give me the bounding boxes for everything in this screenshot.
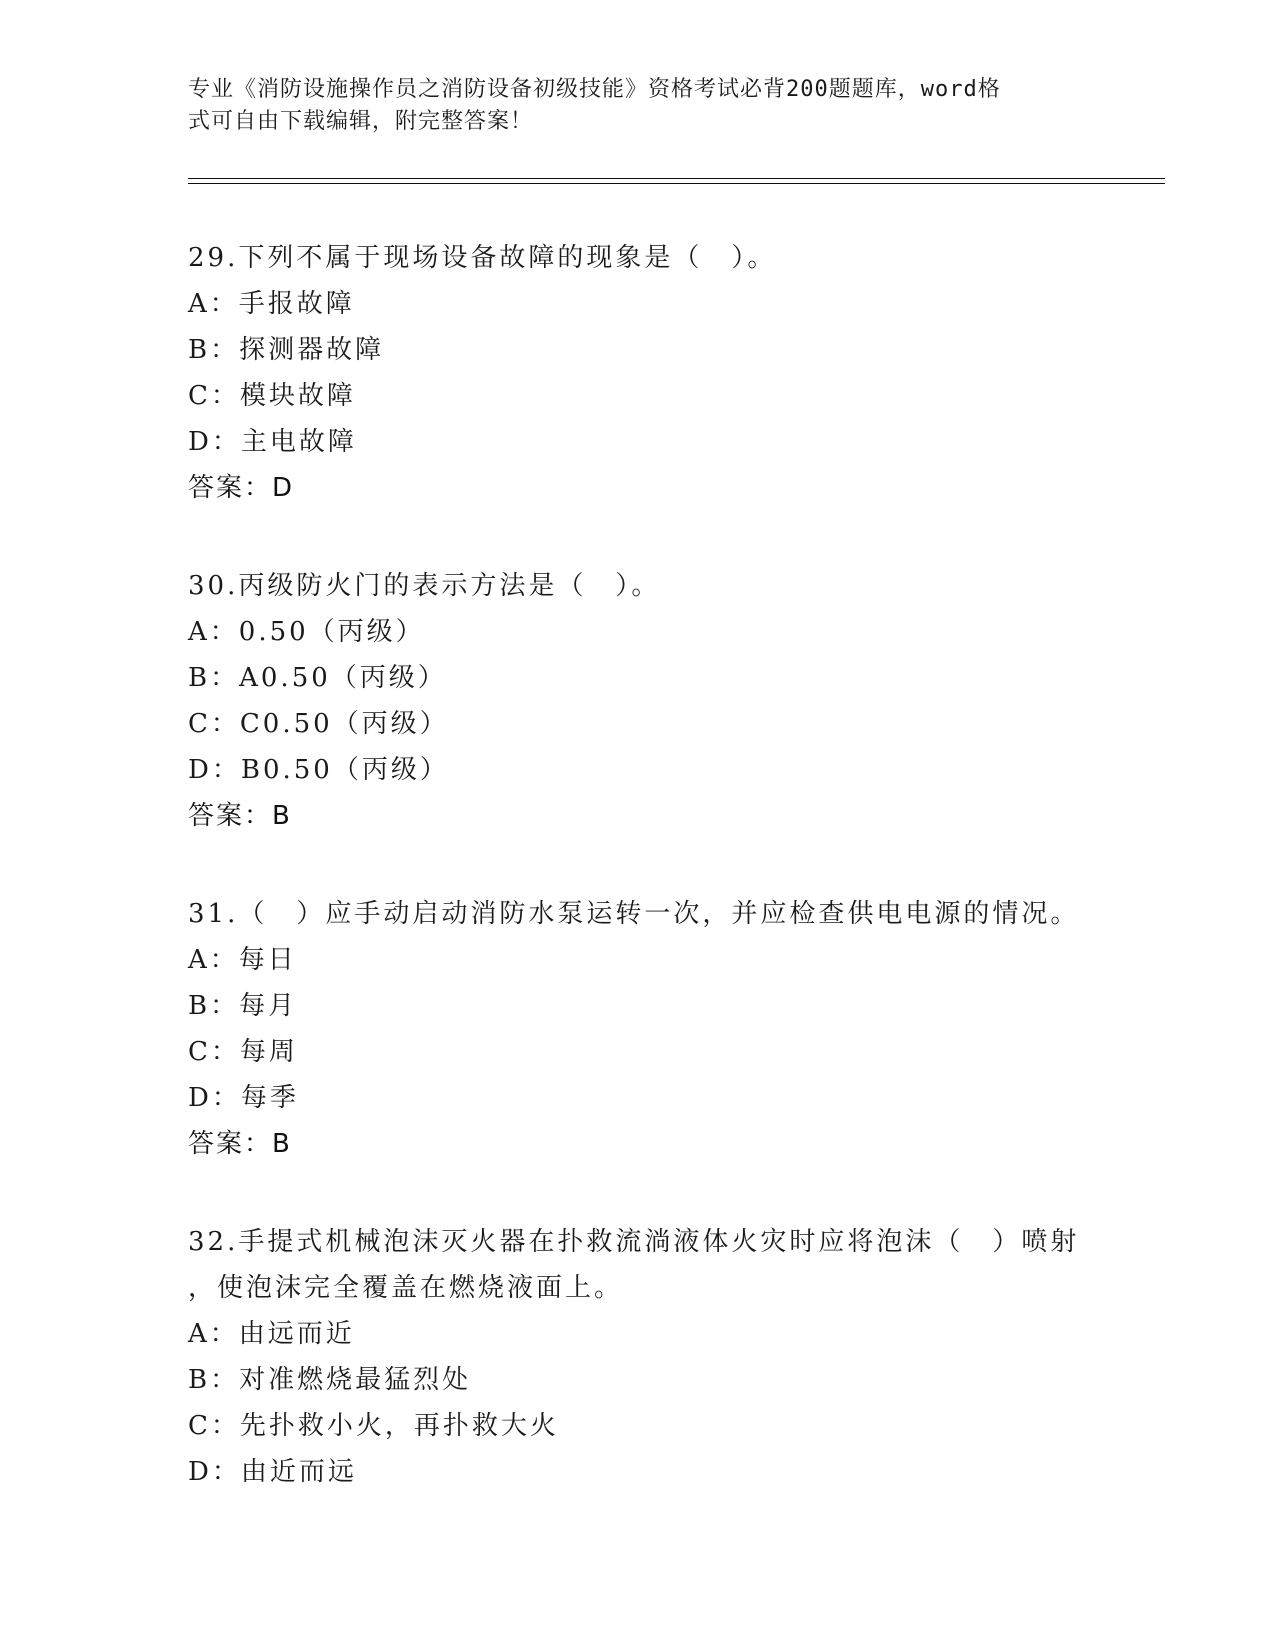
option-a: A：每日 (188, 945, 297, 975)
header-title-line-2: 式可自由下载编辑，附完整答案！ (188, 109, 534, 134)
option-d: D：主电故障 (188, 427, 357, 457)
option-b: B：探测器故障 (188, 335, 385, 365)
option-b: B：每月 (188, 991, 298, 1021)
option-c: C：每周 (188, 1037, 298, 1067)
option-d: D：每季 (188, 1083, 299, 1113)
question-stem: 31.（ ）应手动启动消防水泵运转一次，并应检查供电电源的情况。 (188, 899, 1080, 929)
answer-line (188, 465, 1088, 511)
option-d: D：B0.50（丙级） (188, 755, 449, 785)
option-a: A：由远而近 (188, 1319, 355, 1349)
header-divider-bottom (188, 183, 1165, 184)
option-a: A：0.50（丙级） (188, 617, 425, 647)
option-c: C：C0.50（丙级） (188, 709, 449, 739)
answer-line (188, 1121, 1088, 1167)
option-d: D：由近而远 (188, 1457, 357, 1487)
question-stem: 29.下列不属于现场设备故障的现象是（ ）。 (188, 243, 777, 273)
answer-prefix: 答案： (188, 801, 273, 831)
answer-value: B (272, 1129, 292, 1159)
question-32 (188, 1219, 1088, 1495)
option-c: C：模块故障 (188, 381, 356, 411)
option-b: B：对准燃烧最猛烈处 (188, 1365, 472, 1395)
option-a: A：手报故障 (188, 289, 355, 319)
answer-line (188, 793, 1088, 839)
question-stem-line-1: 32.手提式机械泡沫灭火器在扑救流淌液体火灾时应将泡沫（ ）喷射 (188, 1227, 1080, 1257)
option-b: B：A0.50（丙级） (188, 663, 447, 693)
answer-value: B (272, 801, 292, 831)
option-c: C：先扑救小火，再扑救大火 (188, 1411, 559, 1441)
answer-prefix: 答案： (188, 473, 273, 503)
question-list (188, 235, 1088, 1547)
question-29 (188, 235, 1088, 511)
document-header (188, 74, 1078, 138)
question-stem: 30.丙级防火门的表示方法是（ ）。 (188, 571, 661, 601)
answer-prefix: 答案： (188, 1129, 273, 1159)
header-title-line-1: 专业《消防设施操作员之消防设备初级技能》资格考试必背200题题库，word格 (188, 77, 1001, 102)
question-stem-line-2: ，使泡沫完全覆盖在燃烧液面上。 (188, 1273, 624, 1303)
question-30 (188, 563, 1088, 839)
question-31 (188, 891, 1088, 1167)
answer-value: D (272, 473, 295, 503)
header-divider-top (188, 178, 1165, 179)
